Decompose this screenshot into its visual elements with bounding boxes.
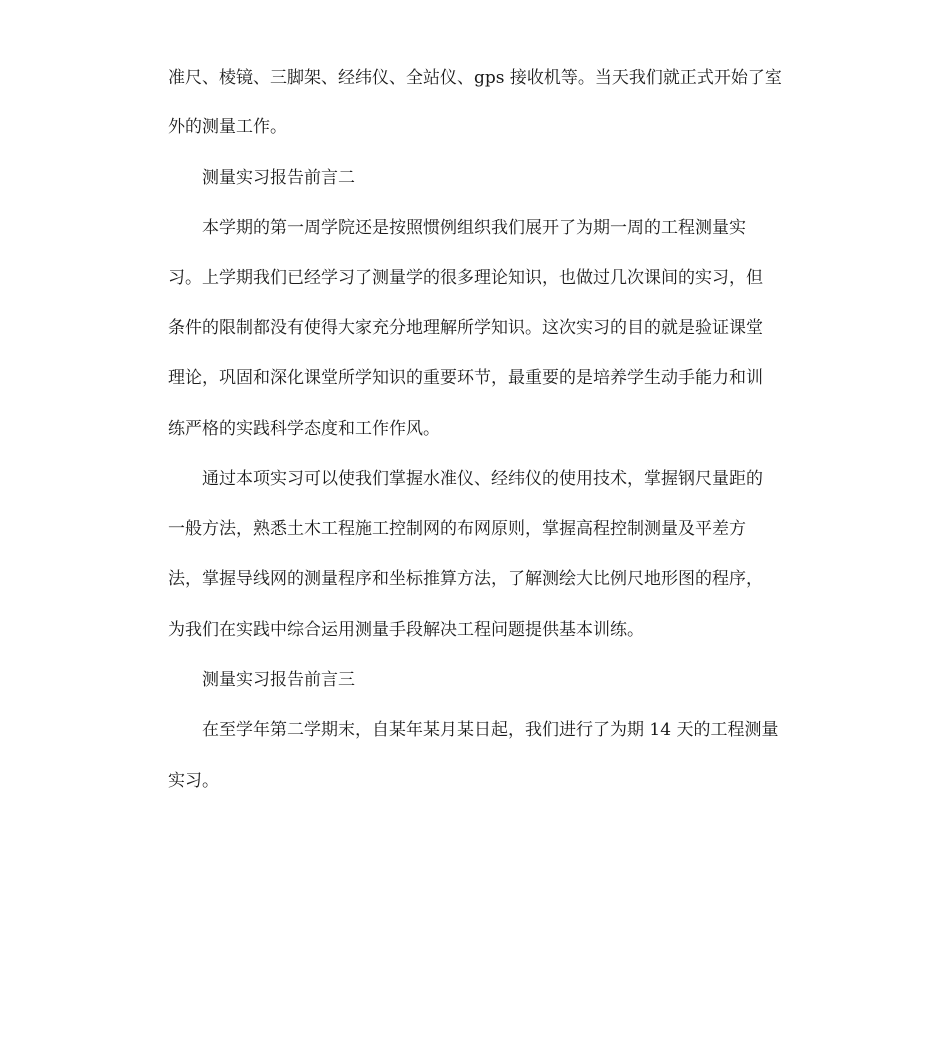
paragraph-line: 在至学年第二学期末，自某年某月某日起，我们进行了为期 14 天的工程测量 (202, 720, 779, 740)
paragraph-line: 本学期的第一周学院还是按照惯例组织我们展开了为期一周的工程测量实 (202, 218, 746, 238)
paragraph-line: 实习。 (168, 771, 219, 791)
paragraph-line: 一般方法，熟悉土木工程施工控制网的布网原则，掌握高程控制测量及平差方 (168, 519, 746, 539)
paragraph-line: 外的测量工作。 (168, 117, 287, 137)
paragraph-line: 通过本项实习可以使我们掌握水准仪、经纬仪的使用技术，掌握钢尺量距的 (202, 469, 763, 489)
paragraph-line: 条件的限制都没有使得大家充分地理解所学知识。这次实习的目的就是验证课堂 (168, 318, 763, 338)
paragraph-line: 练严格的实践科学态度和工作作风。 (168, 419, 440, 439)
section-heading: 测量实习报告前言三 (202, 670, 355, 690)
section-heading: 测量实习报告前言二 (202, 168, 355, 188)
paragraph-line: 为我们在实践中综合运用测量手段解决工程问题提供基本训练。 (168, 620, 644, 640)
paragraph-line: 法，掌握导线网的测量程序和坐标推算方法，了解测绘大比例尺地形图的程序， (168, 569, 763, 589)
paragraph-line: 准尺、棱镜、三脚架、经纬仪、全站仪、gps 接收机等。当天我们就正式开始了室 (168, 68, 782, 88)
paragraph-line: 习。上学期我们已经学习了测量学的很多理论知识，也做过几次课间的实习，但 (168, 268, 763, 288)
paragraph-line: 理论，巩固和深化课堂所学知识的重要环节，最重要的是培养学生动手能力和训 (168, 368, 763, 388)
